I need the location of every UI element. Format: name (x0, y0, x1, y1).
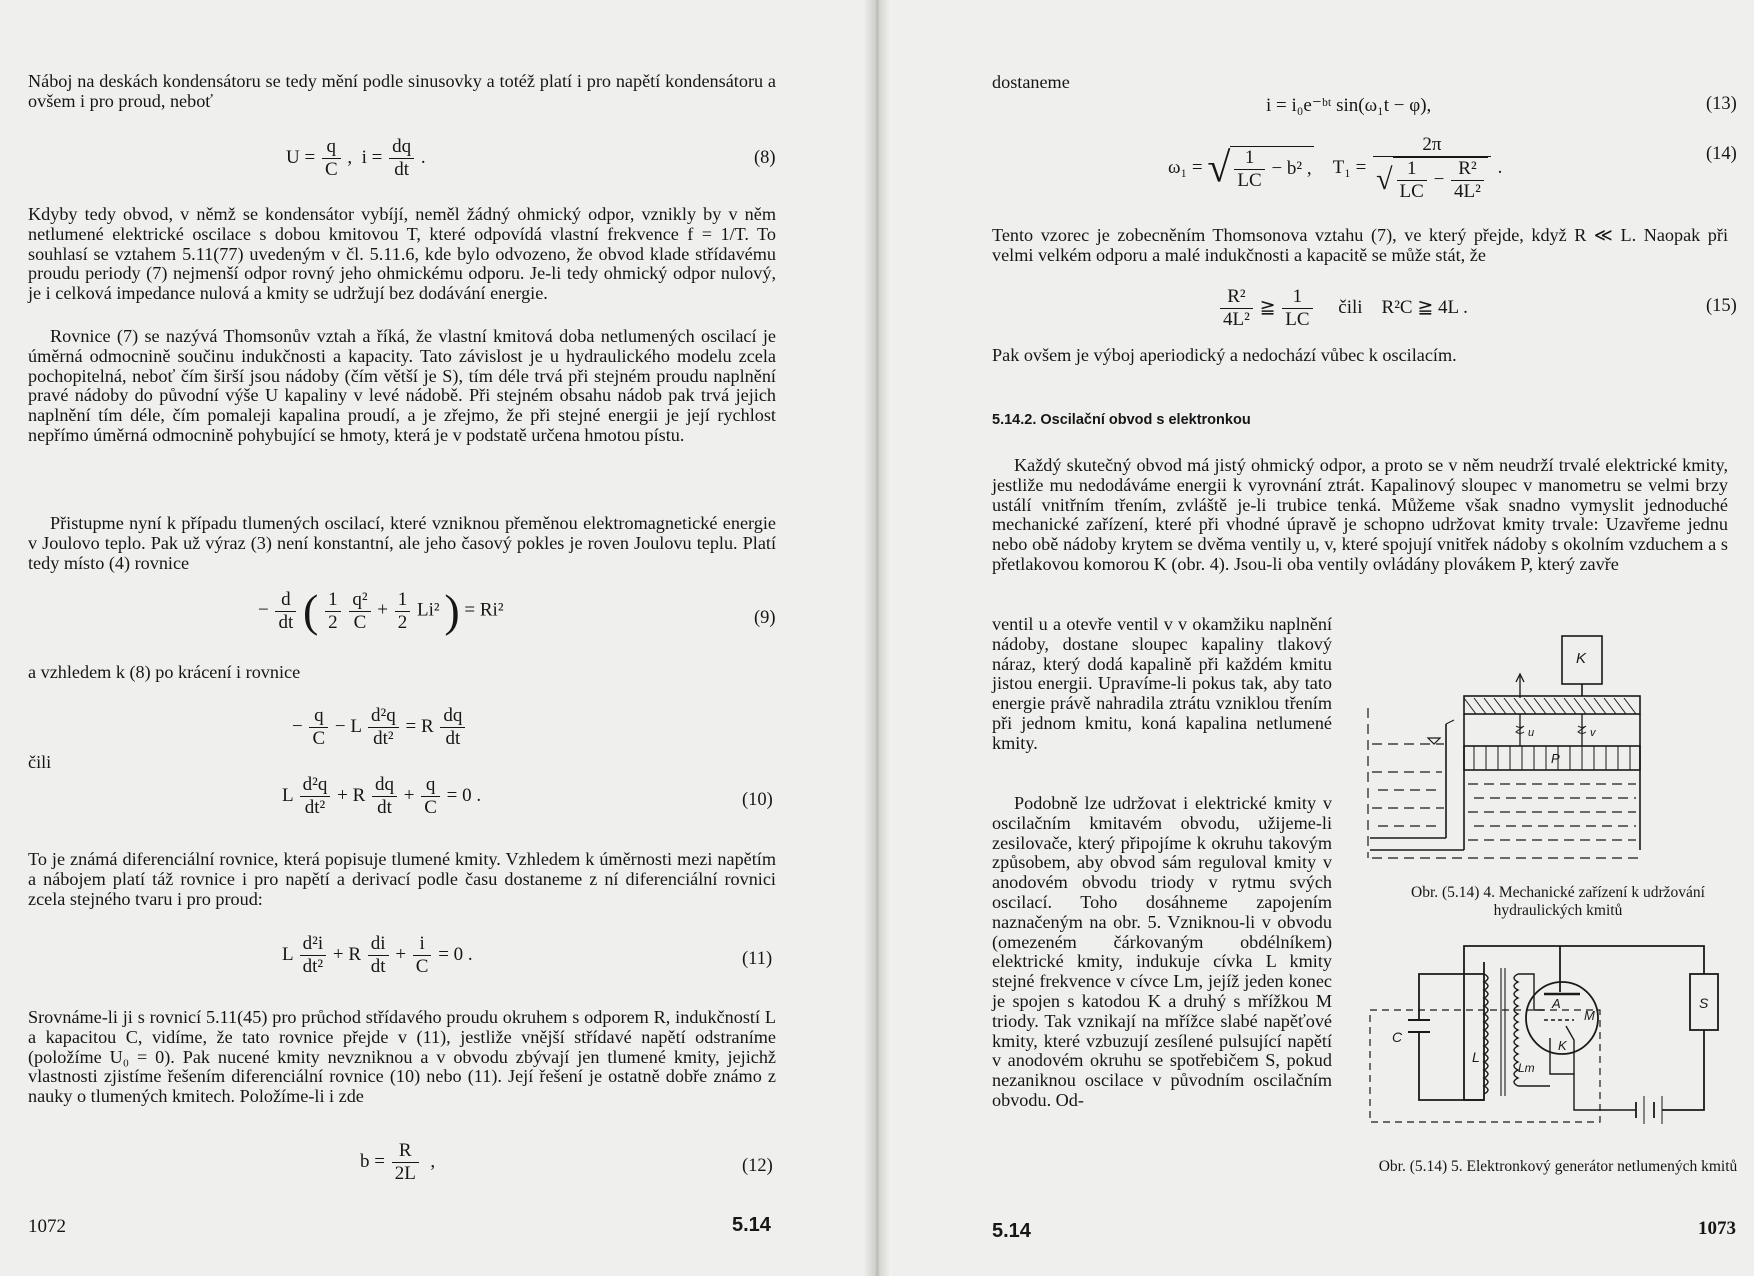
label-P: P (1551, 751, 1560, 766)
label-v: v (1590, 727, 1596, 739)
paragraph: Pak ovšem je výboj aperiodický a nedochází vůbec k oscilacím. (992, 345, 1457, 365)
equation-10: L $\frac{\text{d²q}}{\text{dt²}}$ + R $\frac{dq}{dt}$ + $\frac{q}{C}$ = 0 . (10) (282, 774, 773, 818)
figure-caption: Obr. (5.14) 5. Elektronkový generátor netlumených kmitů (1378, 1158, 1738, 1175)
section-number: 5.14 (992, 1220, 1031, 1242)
section-number: 5.14 (732, 1214, 771, 1236)
equation-13: i = i₀e⁻ᵇᵗ sin(ω₁t − φ), (13) (1266, 94, 1737, 116)
paragraph: Přistupme nyní k případu tlumených oscilací, které vzniknou přeměnou elektromagnetické energie v Joulovo teplo. Pak už výraz (3) není konstantní, ale jeho časový pokles je roven Joulovu teplu. Platí tedy místo (4) rovnice (28, 513, 776, 573)
left-page (0, 0, 870, 1276)
figure-hydraulic-device (1364, 632, 1744, 868)
paragraph: Náboj na deskách kondensátoru se tedy mění podle sinusovky a totéž platí i pro napětí kondensátoru a ovšem i pro proud, neboť (28, 71, 776, 111)
label-Lm: Lm (1518, 1061, 1535, 1075)
equation-14: ω₁ = √ $\frac{1}{LC}$ − b² , T₁ = 2π √ $\frac{1}{LC}$ − $\frac{\text{R²}}{\text{4L²}}$ . (14) (1168, 134, 1737, 202)
right-page (886, 0, 1754, 1276)
equation-11: L $\frac{\text{d²i}}{\text{dt²}}$ + R $\frac{di}{dt}$ + $\frac{i}{C}$ = 0 . (11) (282, 933, 773, 977)
label-L: L (1472, 1049, 1480, 1065)
equation-number: (9) (754, 608, 776, 628)
equation-number: (14) (1706, 144, 1737, 164)
label-C: C (1392, 1029, 1403, 1045)
equation-9: − $\frac{d}{dt}$ ( $\frac{1}{2}$ $\frac{\text{q²}}{C}$ + $\frac{1}{2}$ Li² ) = Ri² (9) (258, 585, 776, 636)
paragraph: Podobně lze udržovat i elektrické kmity v oscilačním kmitavém obvodu, užijeme-li zesilovače, který připojíme k okruhu takovým způsobem, aby obvod sám reguloval kmity v anodovém obvodu triody v rytmu svých oscilací. Toho dosáhneme zapojením naznačeným na obr. 5. Vzniknou-li v obvodu (omezeném čárkovaným obdélníkem) elektrické kmity, indukuje cívka L kmity stejné frekvence v cívce Lm, jejíž jeden konec je spojen s katodou K a druhý s mřížkou M triody. Tak vznikají na mřížce slabé napěťové kmity, které vzbuzují zesílené pulsující napětí v anodovém okruhu se spotřebičem S, pokud nezaniknou oscilace v původním oscilačním obvodu. Od- (992, 793, 1332, 1110)
paragraph: Srovnáme-li ji s rovnicí 5.11(45) pro průchod střídavého proudu okruhem s odporem R, indukčností L a kapacitou C, vidíme, že tato rovnice přejde v (11), jestliže vnější střídavé napětí odstraníme (položíme U₀ = 0). Pak nucené kmity nevzniknou a v obvodu zbývají jen tlumené kmity, jejichž vlastnosti zjistíme řešením diferenciální rovnice (10) nebo (11). Její řešení je ostatně dobře známo z nauky o tlumených kmitech. Položíme-li i zde (28, 1007, 776, 1107)
figure-tube-generator (1364, 940, 1744, 1150)
paragraph: Kdyby tedy obvod, v němž se kondensátor vybíjí, neměl žádný ohmický odpor, vznikly by v něm netlumené elektrické oscilace s dobou kmitovou T, které odpovídá vlastní frekvence f = 1/T. To souhlasí se vztahem 5.11(77) uvedeným v čl. 5.11.6, kde bylo odvozeno, že obvod klade střídavému proudu periody (7) nejmenší odpor rovný jeho ohmickému odporu. Je-li tedy ohmický odpor nulový, je i celková impedance nulová a kmity se udržují bez dodávání energie. (28, 204, 776, 304)
label-M: M (1584, 1008, 1595, 1023)
paragraph: Rovnice (7) se nazývá Thomsonův vztah a říká, že vlastní kmitová doba netlumených oscilací je úměrná odmocnině součinu indukčnosti a kapacity. Tato závislost je u hydraulického modelu zcela pochopitelná, neboť čím širší jsou nádoby (čím větší je S), tím déle trvá při stejném proudu naplnění pravé nádoby do původní výše U kapaliny v levé nádobě. Při stejném obsahu nádob pak trvá jejich naplnění tím déle, čím pomaleji kapalina proudí, a je zřejmo, že při stejné energii je její rychlost nepřímo úměrná odmocnině pohybující se hmoty, která je v podstatě určena hmotou pístu. (28, 326, 776, 445)
figure-caption: Obr. (5.14) 4. Mechanické zařízení k udržování hydraulických kmitů (1411, 884, 1705, 919)
label-S: S (1699, 995, 1709, 1011)
word-cili: čili (28, 752, 52, 772)
equation-number: (13) (1706, 94, 1737, 114)
equation-8: U = $\frac{q}{C}$ , i = $\frac{dq}{dt}$ . (8) (286, 136, 776, 180)
paragraph: ventil u a otevře ventil v v okamžiku naplnění nádoby, dostane sloupec kapaliny tlakový náraz, který dodá kapalině při každém kmitu jistou energii. Upravíme-li pokus tak, aby tato energie právě nahradila ztrátu vzniklou třením při jednom kmitu, koná kapalina netlumené kmity. (992, 614, 1332, 753)
paragraph: Tento vzorec je zobecněním Thomsonova vztahu (7), ve který přejde, když R ≪ L. Naopak při velmi velkém odporu a malé indukčnosti a kapacitě se může stát, že (992, 225, 1728, 265)
equation-number: (10) (742, 790, 773, 810)
equation-number: (8) (754, 148, 776, 168)
page-number: 1072 (28, 1216, 66, 1237)
page-number: 1073 (1698, 1218, 1736, 1239)
equation-12: b = $\frac{R}{2L}$ , (12) (360, 1140, 773, 1184)
equation-number: (11) (742, 949, 773, 969)
equation-number: (15) (1706, 296, 1737, 316)
word-dostaneme: dostaneme (992, 72, 1070, 92)
label-K: K (1576, 650, 1587, 667)
section-heading: 5.14.2. Oscilační obvod s elektronkou (992, 412, 1251, 428)
equation-unnumbered: − $\frac{q}{C}$ − L $\frac{\text{d²q}}{\text{dt²}}$ = R $\frac{dq}{dt}$ (0, 715, 790, 745)
label-A: A (1552, 996, 1561, 1011)
paragraph: Každý skutečný obvod má jistý ohmický odpor, a proto se v něm neudrží trvalé elektrické kmity, jestliže mu nedodáváme energii k vyrovnání ztrát. Kapalinový sloupec v manometru se velmi brzy ustálí vnitřním třením, zvláště je-li trubice tenká. Můžeme však snadno vymyslit jednoduché mechanické zařízení, které při vhodné úpravě je schopno udržovat kmity trvale: Uzavřeme jednu nebo obě nádoby krytem se dvěma ventily u, v, které spojují vnitřek nádoby s okolním vzduchem a s přetlakovou komorou K (obr. 4). Jsou-li oba ventily ovládány plovákem P, který zavře (992, 455, 1728, 574)
equation-number: (12) (742, 1156, 773, 1176)
label-K: K (1558, 1038, 1567, 1053)
label-u: u (1528, 727, 1535, 739)
paragraph: To je známá diferenciální rovnice, která popisuje tlumené kmity. Vzhledem k úměrnosti mezi napětím a nábojem platí táž rovnice i pro napětí a derivací podle času dostaneme z ní diferenciální rovnici zcela stejného tvaru i pro proud: (28, 849, 776, 909)
paragraph: a vzhledem k (8) po krácení i rovnice (28, 662, 301, 682)
equation-15: $\frac{\text{R²}}{\text{4L²}}$ ≧ $\frac{1}{LC}$ čili R²C ≧ 4L . (15) (886, 296, 1746, 326)
